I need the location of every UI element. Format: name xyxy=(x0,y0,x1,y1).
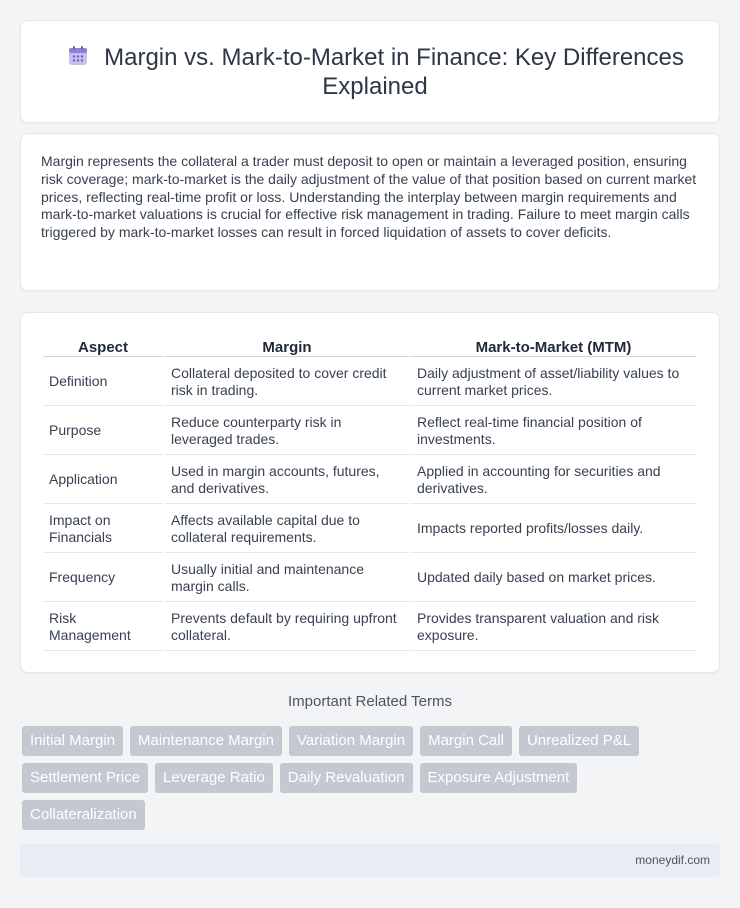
tag-collateralization[interactable]: Collateralization xyxy=(22,800,145,830)
cell-mtm: Updated daily based on market prices. xyxy=(411,555,696,602)
cell-margin: Affects available capital due to collateral requirements. xyxy=(165,506,409,553)
table-row xyxy=(43,457,696,504)
page-title-block xyxy=(51,43,699,101)
cell-margin: Usually initial and maintenance margin calls. xyxy=(165,555,409,602)
table-row xyxy=(43,506,696,553)
cell-margin: Reduce counterparty risk in leveraged trades. xyxy=(165,408,409,455)
tag-initial-margin[interactable]: Initial Margin xyxy=(22,726,123,756)
footer-site-link[interactable]: moneydif.com xyxy=(635,853,710,867)
page-title: Margin vs. Mark-to-Market in Finance: Key Differences Explained xyxy=(104,44,684,100)
title-card xyxy=(20,20,720,123)
cell-aspect: Impact on Financials xyxy=(43,506,163,553)
related-terms-list xyxy=(22,726,702,830)
cell-aspect: Frequency xyxy=(43,555,163,602)
cell-margin: Prevents default by requiring upfront collateral. xyxy=(165,604,409,651)
calendar-icon xyxy=(66,44,90,68)
cell-margin: Used in margin accounts, futures, and derivatives. xyxy=(165,457,409,504)
tag-margin-call[interactable]: Margin Call xyxy=(420,726,512,756)
table-row xyxy=(43,604,696,651)
tag-maintenance-margin[interactable]: Maintenance Margin xyxy=(130,726,282,756)
header-aspect: Aspect xyxy=(43,335,163,357)
comparison-card xyxy=(20,312,720,673)
tag-settlement-price[interactable]: Settlement Price xyxy=(22,763,148,793)
cell-margin: Collateral deposited to cover credit risk in trading. xyxy=(165,359,409,406)
cell-aspect: Purpose xyxy=(43,408,163,455)
tag-daily-revaluation[interactable]: Daily Revaluation xyxy=(280,763,413,793)
tag-variation-margin[interactable]: Variation Margin xyxy=(289,726,413,756)
comparison-table xyxy=(41,333,698,653)
table-row xyxy=(43,555,696,602)
cell-mtm: Daily adjustment of asset/liability values to current market prices. xyxy=(411,359,696,406)
intro-card xyxy=(20,133,720,291)
footer-bar xyxy=(20,844,720,877)
cell-mtm: Provides transparent valuation and risk exposure. xyxy=(411,604,696,651)
cell-mtm: Applied in accounting for securities and derivatives. xyxy=(411,457,696,504)
related-terms-heading: Important Related Terms xyxy=(288,693,452,710)
cell-mtm: Impacts reported profits/losses daily. xyxy=(411,506,696,553)
tag-exposure-adjustment[interactable]: Exposure Adjustment xyxy=(420,763,578,793)
cell-aspect: Definition xyxy=(43,359,163,406)
header-mtm: Mark-to-Market (MTM) xyxy=(411,335,696,357)
table-header-row xyxy=(43,335,696,357)
tag-unrealized-pl[interactable]: Unrealized P&L xyxy=(519,726,639,756)
cell-aspect: Risk Management xyxy=(43,604,163,651)
cell-mtm: Reflect real-time financial position of investments. xyxy=(411,408,696,455)
header-margin: Margin xyxy=(165,335,409,357)
tag-leverage-ratio[interactable]: Leverage Ratio xyxy=(155,763,273,793)
cell-aspect: Application xyxy=(43,457,163,504)
table-row xyxy=(43,359,696,406)
intro-paragraph: Margin represents the collateral a trader must deposit to open or maintain a leveraged position, ensuring risk coverage; mark-to-market is the daily adjustment of the value of that position based on current market prices, reflecting real-time profit or loss. Understanding the interplay between margin requirements and mark-to-market valuations is crucial for effective risk management in trading. Failure to meet margin calls triggered by mark-to-market losses can result in forced liquidation of assets to cover deficits. xyxy=(41,153,697,241)
table-row xyxy=(43,408,696,455)
